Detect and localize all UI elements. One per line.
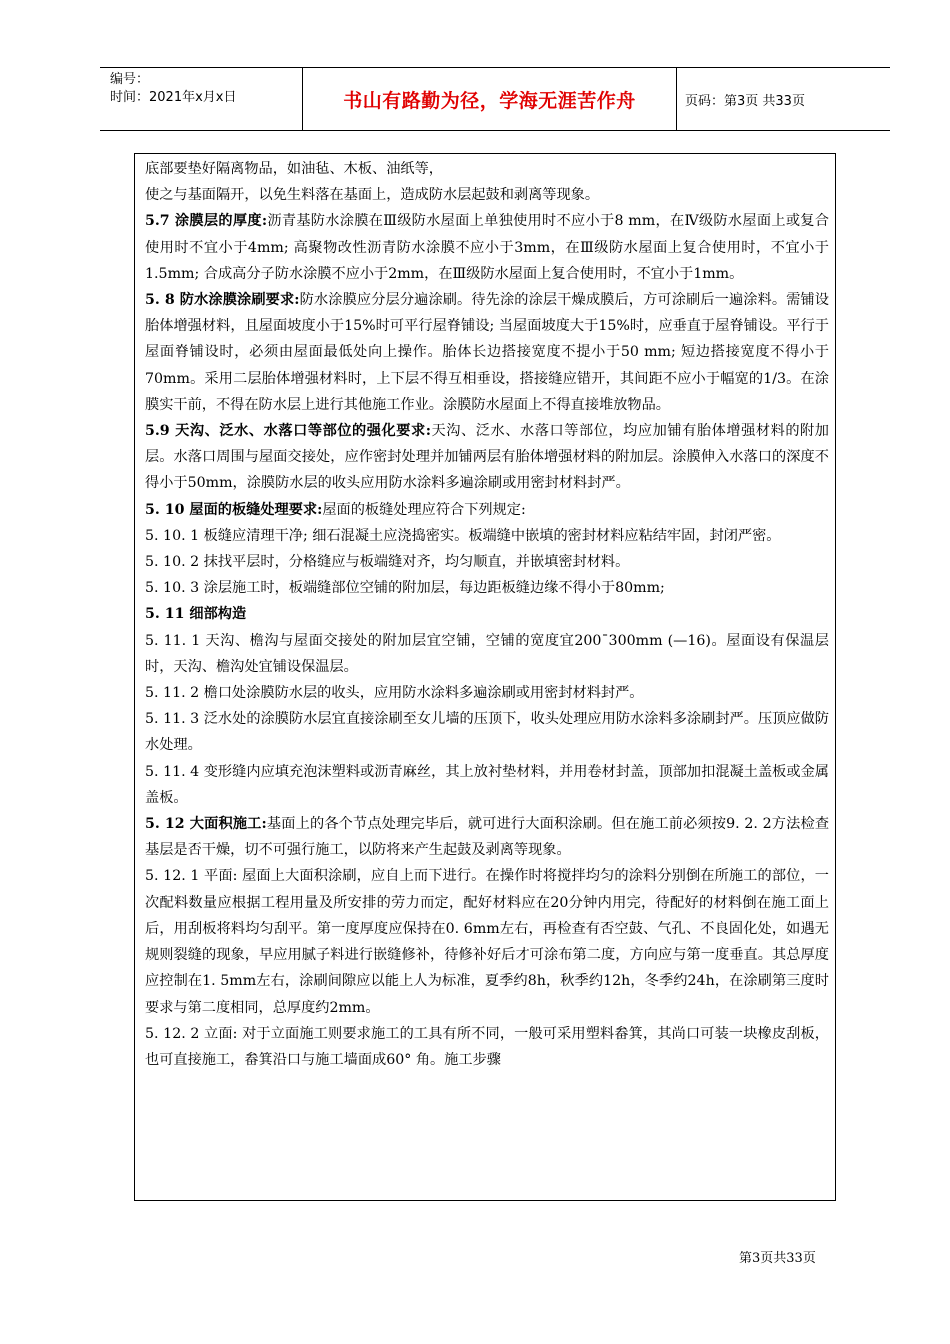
paragraph: 使之与基面隔开，以免生料落在基面上，造成防水层起鼓和剥离等现象。 (145, 187, 600, 204)
clause-5-11-3: 5. 11. 3 泛水处的涂膜防水层宜直接涂刷至女儿墙的压顶下，收头处理应用防水涂料多涂刷封严。压顶应做防水处理。 (145, 711, 829, 754)
header-page-number: 页码：第3页 共33页 (685, 93, 805, 109)
section-body: 沥青基防水涂膜在Ⅲ级防水屋面上单独使用时不应小于8 mm，在Ⅳ级防水屋面上或复合使用时不宜小于4mm; 高聚物改性沥青防水涂膜不应小于3mm，在Ⅲ级防水屋面上复合使用时，不宜小于1.5mm; 合成高分子防水涂膜不应小于2mm，在Ⅲ级防水屋面上复合使用时，不宜小于1mm。 (145, 213, 829, 282)
clause-5-10-3: 5. 10. 3 涂层施工时，板端缝部位空铺的附加层，每边距板缝边缘不得小于80mm; (145, 580, 665, 597)
section-title: 5.9 天沟、泛水、水落口等部位的强化要求: (145, 423, 431, 440)
clause-5-12-1: 5. 12. 1 平面: 屋面上大面积涂刷，应自上而下进行。在操作时将搅拌均匀的涂料分别倒在所施工的部位，一次配料数量应根据工程用量及所安排的劳力而定，配好材料应在20分钟内用完，待配好的材料倒在施工面上后，用刮板将料均匀刮平。第一度厚度应保持在0. 6mm左右，再检查有否空鼓、气孔、不良固化处，如遇无规则裂缝的现象，早应用腻子料进行嵌缝修补，待修补好后才可涂布第二度，方向应与第一度垂直。其总厚度应控制在1. 5mm左右，涂刷间隙应以能上人为标准，夏季约8h，秋季约12h，冬季约24h，在涂刷第三度时要求与第二度相同，总厚度约2mm。 (145, 868, 829, 1016)
clause-5-10-1: 5. 10. 1 板缝应清理干净; 细石混凝土应浇捣密实。板端缝中嵌填的密封材料应粘结牢固，封闭严密。 (145, 527, 781, 544)
clause-5-11-4: 5. 11. 4 变形缝内应填充泡沫塑料或沥青麻丝，其上放衬垫材料，并用卷材封盖，顶部加扣混凝土盖板或金属盖板。 (145, 763, 829, 806)
section-body: 天沟、泛水、水落口等部位，均应加铺有胎体增强材料的附加层。水落口周围与屋面交接处，应作密封处理并加铺两层有胎体增强材料的附加层。涂膜伸入水落口的深度不得小于50mm，涂膜防水层的收头应用防水涂料多遍涂刷或用密封材料封严。 (145, 423, 829, 492)
header-meta (100, 68, 303, 130)
section-5-8 (145, 287, 829, 418)
section-5-11 (145, 601, 829, 627)
section-title: 5.7 涂膜层的厚度: (145, 213, 268, 230)
section-5-12 (145, 811, 829, 863)
section-5-7 (145, 208, 829, 287)
section-title: 5. 10 屋面的板缝处理要求: (145, 501, 323, 518)
clause-5-11-2: 5. 11. 2 檐口处涂膜防水层的收头，应用防水涂料多遍涂刷或用密封材料封严。 (145, 685, 644, 702)
clause-5-11-1: 5. 11. 1 天沟、檐沟与屋面交接处的附加层宜空铺，空铺的宽度宜200¯300mm (—16)。屋面设有保温层时，天沟、檐沟处宜铺设保温层。 (145, 632, 829, 675)
clause-5-10-2: 5. 10. 2 抹找平层时，分格缝应与板端缝对齐，均匀顺直，并嵌填密封材料。 (145, 554, 630, 571)
section-body: 屋面的板缝处理应符合下列规定: (322, 501, 526, 518)
section-title: 5. 12 大面积施工: (145, 816, 267, 833)
section-5-10 (145, 497, 829, 523)
page-header (100, 67, 890, 131)
section-body: 防水涂膜应分层分遍涂刷。待先涂的涂层干燥成膜后，方可涂刷后一遍涂料。需铺设胎体增强材料，且屋面坡度小于15%时可平行屋脊铺设; 当屋面坡度大于15%时，应垂直于屋脊铺设。平行于屋面脊铺设时，必须由屋面最低处向上操作。胎体长边搭接宽度不提小于50 mm; 短边搭接宽度不得小于70mm。采用二层胎体增强材料时，上下层不得互相垂设，搭接缝应错开，其间距不应小于幅宽的1/3。在涂膜实干前，不得在防水层上进行其他施工作业。涂膜防水屋面上不得直接堆放物品。 (145, 292, 829, 413)
section-title: 5. 8 防水涂膜涂刷要求: (145, 292, 300, 309)
document-date: 时间：2021年x月x日 (110, 90, 237, 105)
section-5-9 (145, 418, 829, 497)
paragraph: 底部要垫好隔离物品，如油毡、木板、油纸等， (145, 161, 443, 177)
page-footer: 第3页共33页 (739, 1251, 816, 1266)
content-box (134, 153, 836, 1201)
clause-5-12-2: 5. 12. 2 立面: 对于立面施工则要求施工的工具有所不同，一般可采用塑料畚箕，其尚口可装一块橡皮刮板，也可直接施工，畚箕沿口与施工墙面成60° 角。施工步骤 (145, 1025, 829, 1068)
section-body: 基面上的各个节点处理完毕后，就可进行大面积涂刷。但在施工前必须按9. 2. 2方法检查基层是否干燥，切不可强行施工，以防将来产生起鼓及剥离等现象。 (145, 816, 830, 859)
header-motto: 书山有路勤为径，学海无涯苦作舟 (303, 68, 677, 130)
section-title: 5. 11 细部构造 (145, 606, 247, 623)
content-text (145, 156, 829, 1073)
document-number: 编号： (110, 72, 150, 87)
